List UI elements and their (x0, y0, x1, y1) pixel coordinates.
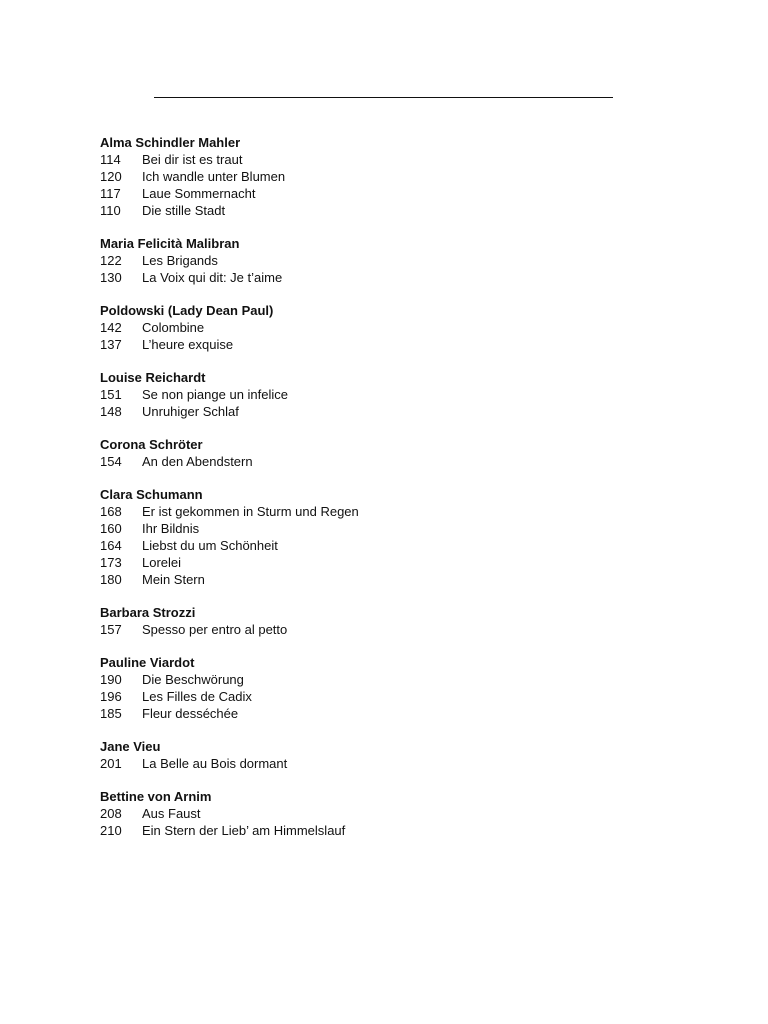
page-number: 110 (100, 203, 121, 218)
song-entry (100, 185, 660, 202)
song-title: Les Brigands (142, 253, 218, 268)
composer-section-viardot (100, 654, 660, 722)
top-rule (154, 97, 613, 98)
composer-section-vieu (100, 738, 660, 772)
page-number: 117 (100, 186, 121, 201)
composer-name: Corona Schröter (100, 437, 203, 452)
page-number: 190 (100, 672, 122, 687)
page-number: 180 (100, 572, 122, 587)
composer-section-malibran (100, 235, 660, 286)
song-entry (100, 386, 660, 403)
song-title: Fleur desséchée (142, 706, 239, 721)
composer-name: Louise Reichardt (100, 370, 206, 385)
song-title: An den Abendstern (142, 454, 253, 469)
song-title: Laue Sommernacht (142, 186, 256, 201)
page-number: 154 (100, 454, 122, 469)
page-number: 164 (100, 538, 122, 553)
song-title: Se non piange un infelice (142, 387, 289, 402)
song-entry (100, 319, 660, 336)
composer-name: Pauline Viardot (100, 655, 195, 670)
song-title: L’heure exquise (142, 337, 234, 352)
song-entry (100, 151, 660, 168)
composer-name: Alma Schindler Mahler (100, 135, 241, 150)
song-title: Unruhiger Schlaf (142, 404, 239, 419)
page-number: 142 (100, 320, 122, 335)
song-entry (100, 688, 660, 705)
song-title: Aus Faust (142, 806, 201, 821)
song-entry (100, 269, 660, 286)
song-title: Liebst du um Schönheit (142, 538, 278, 553)
song-title: Die Beschwörung (142, 672, 244, 687)
song-title: Bei dir ist es traut (142, 152, 243, 167)
song-title: Spesso per entro al petto (142, 622, 288, 637)
song-entry (100, 571, 660, 588)
song-entry (100, 671, 660, 688)
page-number: 201 (100, 756, 122, 771)
song-entry (100, 554, 660, 571)
song-title: Les Filles de Cadix (142, 689, 252, 704)
page-number: 151 (100, 387, 122, 402)
page-number: 196 (100, 689, 122, 704)
composer-name: Barbara Strozzi (100, 605, 196, 620)
page-number: 122 (100, 253, 122, 268)
song-title: La Belle au Bois dormant (142, 756, 288, 771)
composer-section-von-arnim (100, 788, 660, 839)
song-entry (100, 168, 660, 185)
song-entry (100, 520, 660, 537)
composer-name: Poldowski (Lady Dean Paul) (100, 303, 274, 318)
song-entry (100, 805, 660, 822)
page-number: 160 (100, 521, 122, 536)
song-title: Lorelei (142, 555, 182, 570)
song-entry (100, 503, 660, 520)
composer-section-poldowski (100, 302, 660, 353)
song-entry (100, 822, 660, 839)
song-entry (100, 202, 660, 219)
page-number: 130 (100, 270, 122, 285)
page-number: 208 (100, 806, 122, 821)
page-number: 114 (100, 152, 121, 167)
composer-section-schumann (100, 486, 660, 588)
song-title: Ihr Bildnis (142, 521, 200, 536)
page-number: 168 (100, 504, 122, 519)
composer-name: Bettine von Arnim (100, 789, 212, 804)
song-entry (100, 705, 660, 722)
song-title: Colombine (142, 320, 205, 335)
composer-section-reichardt (100, 369, 660, 420)
song-title: Ein Stern der Lieb’ am Himmelslauf (142, 823, 346, 838)
page-number: 185 (100, 706, 122, 721)
song-index (100, 134, 660, 855)
song-title: Die stille Stadt (142, 203, 226, 218)
song-entry (100, 621, 660, 638)
page-number: 137 (100, 337, 122, 352)
song-title: Ich wandle unter Blumen (142, 169, 286, 184)
composer-section-strozzi (100, 604, 660, 638)
song-title: La Voix qui dit: Je t’aime (142, 270, 283, 285)
song-entry (100, 336, 660, 353)
song-entry (100, 403, 660, 420)
page-number: 157 (100, 622, 122, 637)
song-entry (100, 537, 660, 554)
page-number: 173 (100, 555, 122, 570)
song-title: Er ist gekommen in Sturm und Regen (142, 504, 359, 519)
song-entry (100, 755, 660, 772)
composer-name: Maria Felicità Malibran (100, 236, 240, 251)
composer-section-mahler (100, 134, 660, 219)
composer-section-schroeter (100, 436, 660, 470)
page-number: 148 (100, 404, 122, 419)
song-entry (100, 453, 660, 470)
page-number: 120 (100, 169, 122, 184)
composer-name: Jane Vieu (100, 739, 161, 754)
song-title: Mein Stern (142, 572, 205, 587)
song-entry (100, 252, 660, 269)
composer-name: Clara Schumann (100, 487, 203, 502)
page-number: 210 (100, 823, 122, 838)
